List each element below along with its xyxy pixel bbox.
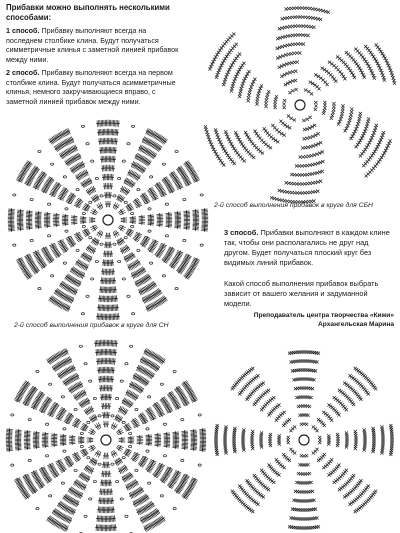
diagram-sbn-top-right	[205, 5, 395, 200]
method-3-paragraph	[224, 228, 394, 268]
page-heading: Прибавки можно выполнять несколькими способами:	[6, 3, 170, 22]
author-line-2: Архангельская Марина	[318, 321, 394, 328]
method-2-text: Прибавку выполняют всегда на первом столбике клина. Будут получаться асимметричные клинья, немного закручивающиеся вправо, с заметной линией прибавок между ними.	[6, 68, 176, 106]
method-1-paragraph	[6, 26, 184, 64]
caption-sbn: 2-й способ выполнения прибавок в круге для СБН	[214, 202, 373, 209]
author-line-1: Преподаватель центра творчества «Кижи»	[253, 312, 394, 319]
diagram-bottom-right	[212, 345, 396, 531]
diagram-sn-mid-left	[8, 122, 213, 322]
diagram-bottom-left	[6, 345, 206, 531]
choice-paragraph: Какой способ выполнения прибавок выбрать зависит от вашего желания и задуманной модели.	[224, 279, 379, 308]
method-2-paragraph	[6, 68, 184, 106]
method-3-text: Прибавки выполняют в каждом клине так, чтобы они располагались не друг над другом. Будет получаться плоский круг без видимых линий прибавок.	[224, 228, 390, 267]
caption-sn: 2-й способ выполнения прибавок в круге для СН	[14, 322, 169, 329]
author-block	[222, 311, 394, 329]
method-2-lead: 2 способ.	[6, 68, 40, 77]
method-1-text: Прибавку выполняют всегда на последнем столбике клина. Будут получаться симметричные клинья с заметной линией прибавок между ними.	[6, 26, 179, 64]
method-1-lead: 1 способ.	[6, 26, 40, 35]
method-3-lead: 3 способ.	[224, 228, 259, 237]
